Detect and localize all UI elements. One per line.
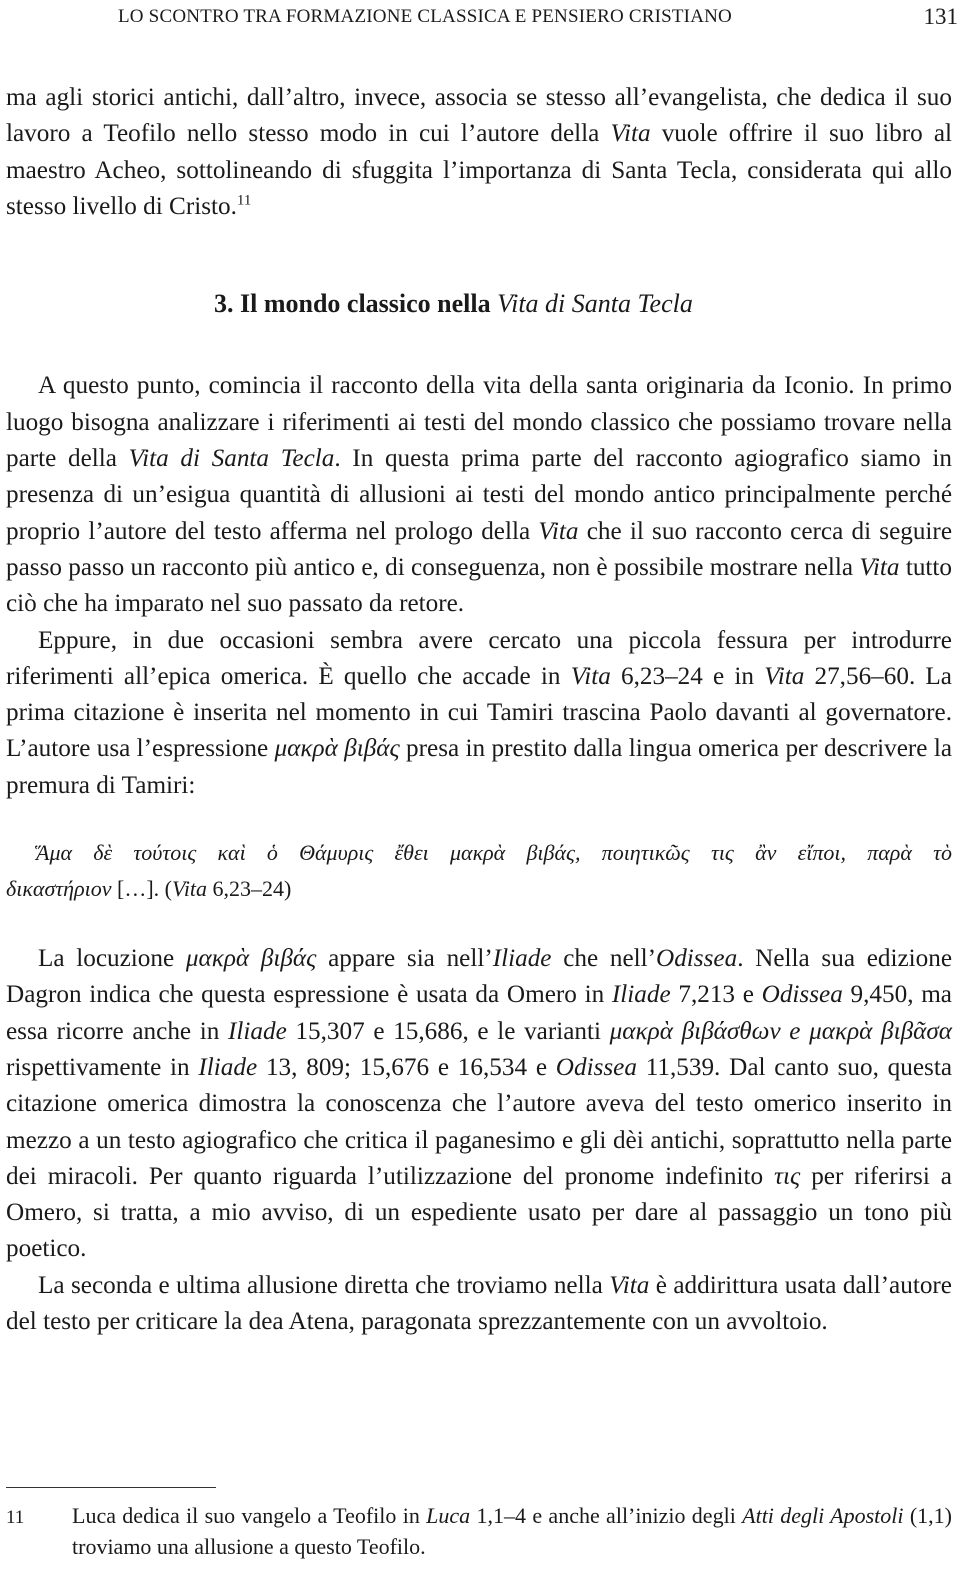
text-run: ma agli storici antichi, dall’altro, invece, associa se stesso all’evangelista, che dedica il suo lavoro a Teofilo nello stesso modo in cui l’autore della xyxy=(6,84,952,148)
italic-title: Iliade xyxy=(492,945,552,973)
text-run: appare sia nell’ xyxy=(316,945,493,973)
italic-title: Luca xyxy=(426,1503,471,1528)
greek-word: δικαστήριον xyxy=(6,876,112,902)
text-run: per riferirsi a Omero, si tratta, a mio avviso, di un espediente usato per dare al passaggio un tono più poetico. xyxy=(6,1162,952,1263)
paragraph xyxy=(6,368,952,622)
text-run: . Nella sua edizione Dagron indica che questa espressione è usata da Omero in xyxy=(6,945,953,1009)
text-run: A questo punto, comincia il racconto della vita della santa originaria da Iconio. In primo luogo bisogna analizzare i riferimenti ai testi del mondo classico che possiamo trovare nella parte della xyxy=(6,372,952,473)
italic-title: Vita di Santa Tecla xyxy=(128,445,335,473)
italic-title: Odissea xyxy=(555,1053,637,1081)
heading-italic: Vita di Santa Tecla xyxy=(497,289,693,319)
footnote-text xyxy=(72,1500,952,1562)
greek-word: τις xyxy=(774,1162,801,1190)
italic-title: Vita xyxy=(570,662,611,690)
italic-title: Iliade xyxy=(198,1053,258,1081)
paragraph xyxy=(6,941,952,1268)
paragraph xyxy=(6,1268,952,1341)
running-head xyxy=(118,6,958,36)
text-run: che nell’ xyxy=(551,945,657,973)
page-number: 131 xyxy=(923,4,958,29)
greek-phrase: μακρὰ βιβάσθων e μακρὰ βιβᾶσα xyxy=(609,1017,952,1045)
text-run: Luca dedica il suo vangelo a Teofilo in xyxy=(72,1503,427,1528)
text-run: 1,1–4 e anche all’inizio degli xyxy=(470,1503,743,1528)
italic-title: Vita xyxy=(764,662,805,690)
footnote-number: 11 xyxy=(6,1507,25,1528)
italic-title: Iliade xyxy=(611,981,671,1009)
italic-title: Vita xyxy=(610,120,651,148)
text-run: 11,539. Dal canto suo, questa citazione omerica dimostra la conoscenza che l’autore aveva del testo omerico inserito in mezzo a un testo agiografico che critica il paganesimo e gli dèi antichi, soprattutto nella parte dei miracoli. Per quanto riguarda l’utilizzazione del pronome indefinito xyxy=(6,1053,953,1190)
text-run: . In questa prima parte del racconto agiografico siamo in presenza di un’esigua quantità di allusioni ai testi del mondo antico principalmente perché proprio l’autore del testo afferma nel prologo della xyxy=(6,445,952,545)
running-title: LO SCONTRO TRA FORMAZIONE CLASSICA E PENSIERO CRISTIANO xyxy=(118,6,732,27)
heading-text: 3. Il mondo classico nella xyxy=(214,289,498,319)
paragraph xyxy=(6,623,952,804)
text-run: 13, 809; 15,676 e 16,534 e xyxy=(257,1053,556,1081)
text-run: che il suo racconto cerca di seguire passo passo un racconto più antico e, di conseguenza, non è possibile mostrare nella xyxy=(6,517,953,581)
italic-title: Iliade xyxy=(228,1017,287,1045)
italic-title: Vita xyxy=(172,876,208,902)
text-run: vuole offrire il suo libro al maestro Acheo, sottolineando di sfuggita l’importanza di Santa Tecla, considerata qui allo stesso livello di Cristo. xyxy=(6,120,952,220)
text-run: tutto ciò che ha imparato nel suo passato da retore. xyxy=(6,553,952,618)
body-text xyxy=(6,80,952,1340)
text-run: 6,23–24) xyxy=(207,876,292,902)
italic-title: Vita xyxy=(538,517,579,545)
paragraph-continued xyxy=(6,80,952,225)
text-run: Eppure, in due occasioni sembra avere cercato una piccola fessura per introdurre riferimenti all’epica omerica. È quello che accade in xyxy=(6,626,952,690)
footnote-separator xyxy=(6,1487,216,1488)
footnote xyxy=(6,1500,952,1562)
text-run: La locuzione xyxy=(38,945,186,973)
text-run: 9,450, ma essa ricorre anche in xyxy=(6,981,952,1045)
text-run: (1,1) troviamo una allusione a questo Teofilo. xyxy=(72,1503,953,1559)
text-run: 15,307 e 15,686, e le varianti xyxy=(286,1017,610,1045)
text-run: La seconda e ultima allusione diretta che troviamo nella xyxy=(38,1271,610,1299)
italic-title: Odissea xyxy=(761,981,843,1009)
greek-phrase: μακρὰ βιβάς xyxy=(274,735,400,763)
block-quote xyxy=(6,835,952,907)
text-run: è addirittura usata dall’autore del testo per criticare la dea Atena, paragonata sprezzantemente con un avvoltoio. xyxy=(6,1271,952,1336)
greek-quote-line: Ἅμα δὲ τούτοις καὶ ὁ Θάμυρις ἔθει μακρὰ βιβάς, ποιητικῶς τις ἂν εἴποι, παρὰ τὸ xyxy=(36,840,952,866)
greek-phrase: μακρὰ βιβάς xyxy=(185,945,317,973)
italic-title: Vita xyxy=(859,553,900,581)
italic-title: Odissea xyxy=(656,945,738,973)
text-run: […]. ( xyxy=(111,876,173,902)
text-run: 7,213 e xyxy=(670,981,762,1009)
text-run: presa in prestito dalla lingua omerica per descrivere la premura di Tamiri: xyxy=(6,735,952,799)
text-run: 27,56–60. La prima citazione è inserita nel momento in cui Tamiri trascina Paolo davanti al governatore. L’autore usa l’espressione xyxy=(6,662,952,763)
italic-title: Atti degli Apostoli xyxy=(742,1503,904,1528)
section-heading xyxy=(6,286,952,322)
text-run: rispettivamente in xyxy=(6,1053,199,1081)
text-run: 6,23–24 e in xyxy=(610,662,765,690)
footnote-ref[interactable]: 11 xyxy=(236,192,252,209)
italic-title: Vita xyxy=(609,1271,650,1299)
